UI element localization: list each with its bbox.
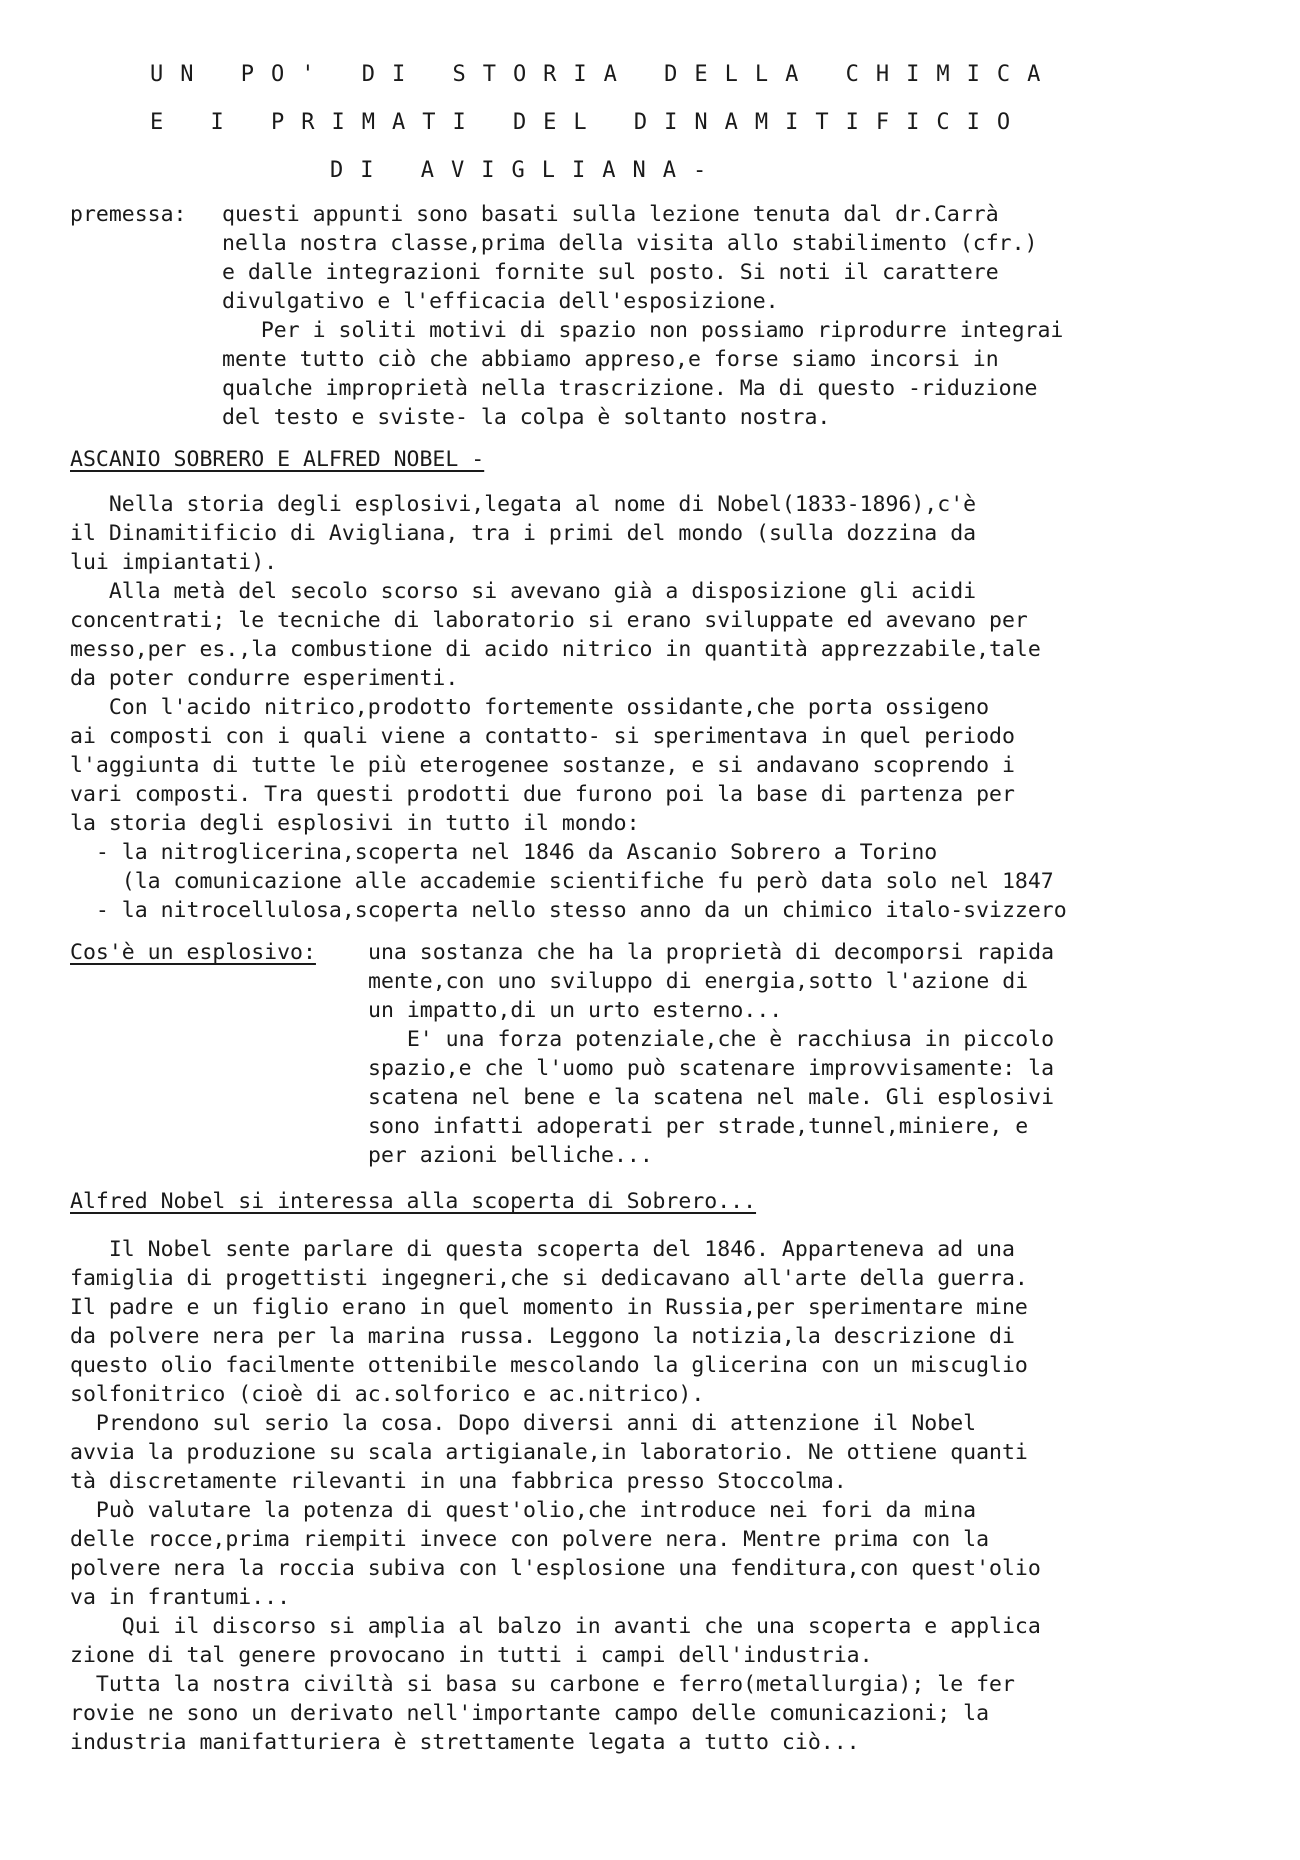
esplosivo-line: una sostanza che ha la proprietà di decomporsi rapida (368, 940, 1055, 965)
premessa-line: questi appunti sono basati sulla lezione tenuta dal dr.Carrà (222, 202, 999, 227)
esplosivo-label: Cos'è un esplosivo: (70, 940, 316, 965)
body-line: concentrati; le tecniche di laboratorio si erano sviluppate ed avevano per (70, 608, 1028, 633)
title-line-1: UN PO' DI STORIA DELLA CHIMICA (150, 62, 1058, 87)
body-line: vari composti. Tra questi prodotti due furono poi la base di partenza per (70, 782, 1015, 807)
body-line: (la comunicazione alle accademie scientifiche fu però data solo nel 1847 (70, 869, 1054, 894)
premessa-line: mente tutto ciò che abbiamo appreso,e forse siamo incorsi in (222, 347, 999, 372)
premessa-line: Per i soliti motivi di spazio non possiamo riprodurre integrai (222, 318, 1064, 343)
body-line: ai composti con i quali viene a contatto- si sperimentava in quel periodo (70, 724, 1015, 749)
title-line-3: DI AVIGLIANA- (330, 158, 724, 183)
esplosivo-line: spazio,e che l'uomo può scatenare improvvisamente: la (368, 1056, 1055, 1081)
body-line: rovie ne sono un derivato nell'importante campo delle comunicazioni; la (70, 1701, 990, 1726)
body-line: delle rocce,prima riempiti invece con polvere nera. Mentre prima con la (70, 1527, 990, 1552)
body-line: Con l'acido nitrico,prodotto fortemente ossidante,che porta ossigeno (70, 695, 990, 720)
body-line: da poter condurre esperimenti. (70, 666, 459, 691)
esplosivo-line: mente,con uno sviluppo di energia,sotto l'azione di (368, 969, 1029, 994)
body-line: il Dinamitificio di Avigliana, tra i primi del mondo (sulla dozzina da (70, 521, 977, 546)
body-line: industria manifatturiera è strettamente legata a tutto ciò... (70, 1730, 860, 1755)
body-line: Prendono sul serio la cosa. Dopo diversi anni di attenzione il Nobel (70, 1411, 977, 1436)
body-line: - la nitrocellulosa,scoperta nello stesso anno da un chimico italo-svizzero (70, 898, 1067, 923)
body-line: polvere nera la roccia subiva con l'esplosione una fenditura,con quest'olio (70, 1556, 1041, 1581)
premessa-line: nella nostra classe,prima della visita allo stabilimento (cfr.) (222, 231, 1038, 256)
body-line: avvia la produzione su scala artigianale,in laboratorio. Ne ottiene quanti (70, 1440, 1028, 1465)
body-line: Può valutare la potenza di quest'olio,che introduce nei fori da mina (70, 1498, 977, 1523)
body-line: solfonitrico (cioè di ac.solforico e ac.nitrico). (70, 1382, 705, 1407)
body-line: - la nitroglicerina,scoperta nel 1846 da Ascanio Sobrero a Torino (70, 840, 938, 865)
body-line: l'aggiunta di tutte le più eterogenee sostanze, e si andavano scoprendo i (70, 753, 1015, 778)
esplosivo-line: scatena nel bene e la scatena nel male. Gli esplosivi (368, 1085, 1055, 1110)
body-line: questo olio facilmente ottenibile mescolando la glicerina con un miscuglio (70, 1353, 1028, 1378)
body-line: da polvere nera per la marina russa. Leggono la notizia,la descrizione di (70, 1324, 1015, 1349)
section-heading-nobel-sobrero: Alfred Nobel si interessa alla scoperta di Sobrero... (70, 1189, 757, 1214)
body-line: Il Nobel sente parlare di questa scoperta del 1846. Apparteneva ad una (70, 1237, 1015, 1262)
body-line: Tutta la nostra civiltà si basa su carbone e ferro(metallurgia); le fer (70, 1672, 1015, 1697)
title-line-2: E I PRIMATI DEL DINAMITIFICIO (150, 110, 1028, 135)
esplosivo-line: sono infatti adoperati per strade,tunnel,miniere, e (368, 1114, 1029, 1139)
body-line: Il padre e un figlio erano in quel momento in Russia,per sperimentare mine (70, 1295, 1028, 1320)
premessa-label: premessa: (70, 202, 187, 227)
premessa-line: divulgativo e l'efficacia dell'esposizione. (222, 289, 779, 314)
premessa-line: qualche improprietà nella trascrizione. Ma di questo -riduzione (222, 376, 1038, 401)
esplosivo-line: E' una forza potenziale,che è racchiusa in piccolo (368, 1027, 1055, 1052)
esplosivo-line: per azioni belliche... (368, 1143, 653, 1168)
body-line: zione di tal genere provocano in tutti i campi dell'industria. (70, 1643, 873, 1668)
body-line: famiglia di progettisti ingegneri,che si dedicavano all'arte della guerra. (70, 1266, 1028, 1291)
premessa-line: e dalle integrazioni fornite sul posto. Si noti il carattere (222, 260, 999, 285)
body-line: tà discretamente rilevanti in una fabbrica presso Stoccolma. (70, 1469, 847, 1494)
body-line: Alla metà del secolo scorso si avevano già a disposizione gli acidi (70, 579, 977, 604)
section-heading-sobrero-nobel: ASCANIO SOBRERO E ALFRED NOBEL - (70, 447, 485, 472)
body-line: messo,per es.,la combustione di acido nitrico in quantità apprezzabile,tale (70, 637, 1041, 662)
body-line: Qui il discorso si amplia al balzo in avanti che una scoperta e applica (70, 1614, 1041, 1639)
body-line: lui impiantati). (70, 550, 278, 575)
body-line: va in frantumi... (70, 1585, 291, 1610)
premessa-line: del testo e sviste- la colpa è soltanto nostra. (222, 405, 831, 430)
esplosivo-line: un impatto,di un urto esterno... (368, 998, 783, 1023)
body-line: la storia degli esplosivi in tutto il mondo: (70, 811, 640, 836)
body-line: Nella storia degli esplosivi,legata al nome di Nobel(1833-1896),c'è (70, 492, 977, 517)
